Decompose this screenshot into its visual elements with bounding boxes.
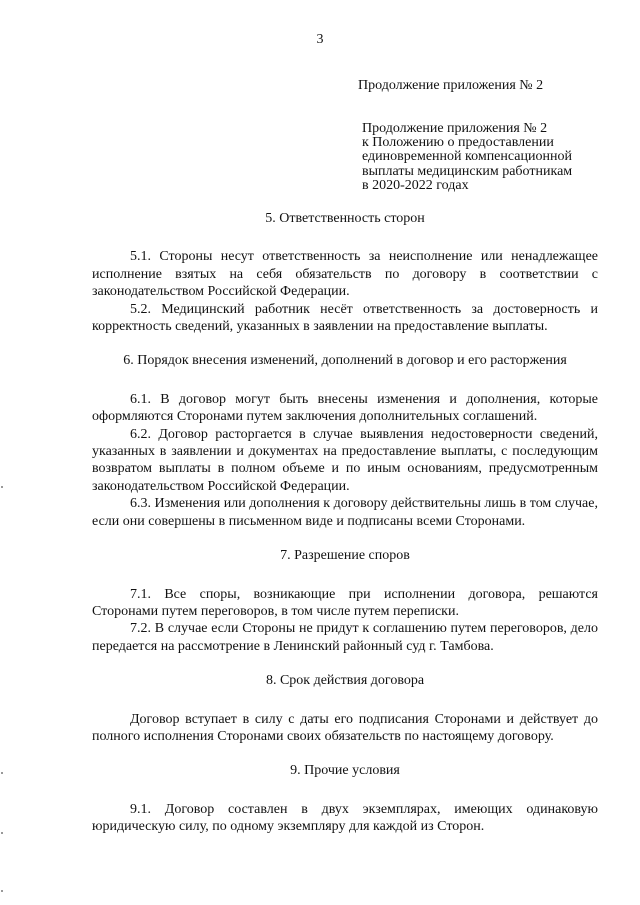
appendix-reference-block xyxy=(362,122,612,193)
section-7 xyxy=(92,547,598,655)
section-title: 8. Срок действия договора xyxy=(265,673,425,689)
paragraph: 7.2. В случае если Стороны не придут к соглашению путем переговоров, дело передается на рассмотрение в Ленинский районный суд г. Тамбова. xyxy=(92,621,598,654)
paragraph: 9.1. Договор составлен в двух экземплярах, имеющих одинаковую юридическую силу, по одному экземпляру для каждой из Сторон. xyxy=(92,801,598,835)
section-9 xyxy=(92,762,598,835)
paragraph: 7.1. Все споры, возникающие при исполнении договора, решаются Сторонами путем переговоров, в том числе путем переписки. xyxy=(92,586,598,619)
paragraph: Договор вступает в силу с даты его подписания Сторонами и действует до полного исполнения Сторонами своих обязательств по настоящему договору. xyxy=(92,711,598,744)
section-title: 9. Прочие условия xyxy=(290,763,400,779)
section-title: 6. Порядок внесения изменений, дополнений в договор и его расторжения xyxy=(123,353,567,369)
document-body xyxy=(92,210,598,836)
appendix-line: выплаты медицинским работникам xyxy=(362,163,573,179)
paragraph: 5.1. Стороны несут ответственность за неисполнение или ненадлежащее исполнение взятых на себя обязательств по договору в соответствии с законодательством Российской Федерации. xyxy=(92,249,598,300)
section-6 xyxy=(92,352,598,530)
section-title: 7. Разрешение споров xyxy=(280,548,410,564)
paragraph: 6.3. Изменения или дополнения к договору действительны лишь в том случае, если они совершены в письменном виде и подписаны всеми Сторонами. xyxy=(92,496,598,529)
section-5 xyxy=(92,210,598,335)
appendix-heading: Продолжение приложения № 2 xyxy=(358,78,544,93)
scan-mark xyxy=(1,486,3,488)
scan-mark xyxy=(1,832,3,834)
scan-mark xyxy=(1,890,3,892)
appendix-line: к Положению о предоставлении xyxy=(362,135,554,151)
paragraph: 5.2. Медицинский работник несёт ответственность за достоверность и корректность сведений, указанных в заявлении на предоставление выплаты. xyxy=(92,301,598,335)
appendix-line: Продолжение приложения № 2 xyxy=(362,121,548,136)
appendix-line: единовременной компенсационной xyxy=(362,149,572,165)
section-8 xyxy=(92,672,598,745)
section-title: 5. Ответственность сторон xyxy=(265,211,425,226)
paragraph: 6.2. Договор расторгается в случае выявления недостоверности сведений, указанных в заявлении и документах на предоставление выплаты, с последующим возвратом выплаты в полном объеме и по иным основаниям, предусмотренным законодательством Российской Федерации. xyxy=(92,426,598,494)
paragraph: 6.1. В договор могут быть внесены изменения и дополнения, которые оформляются Сторонами путем заключения дополнительных соглашений. xyxy=(92,391,598,425)
page-number: 3 xyxy=(316,32,324,47)
appendix-line: в 2020-2022 годах xyxy=(362,177,469,193)
scan-mark xyxy=(1,772,3,774)
